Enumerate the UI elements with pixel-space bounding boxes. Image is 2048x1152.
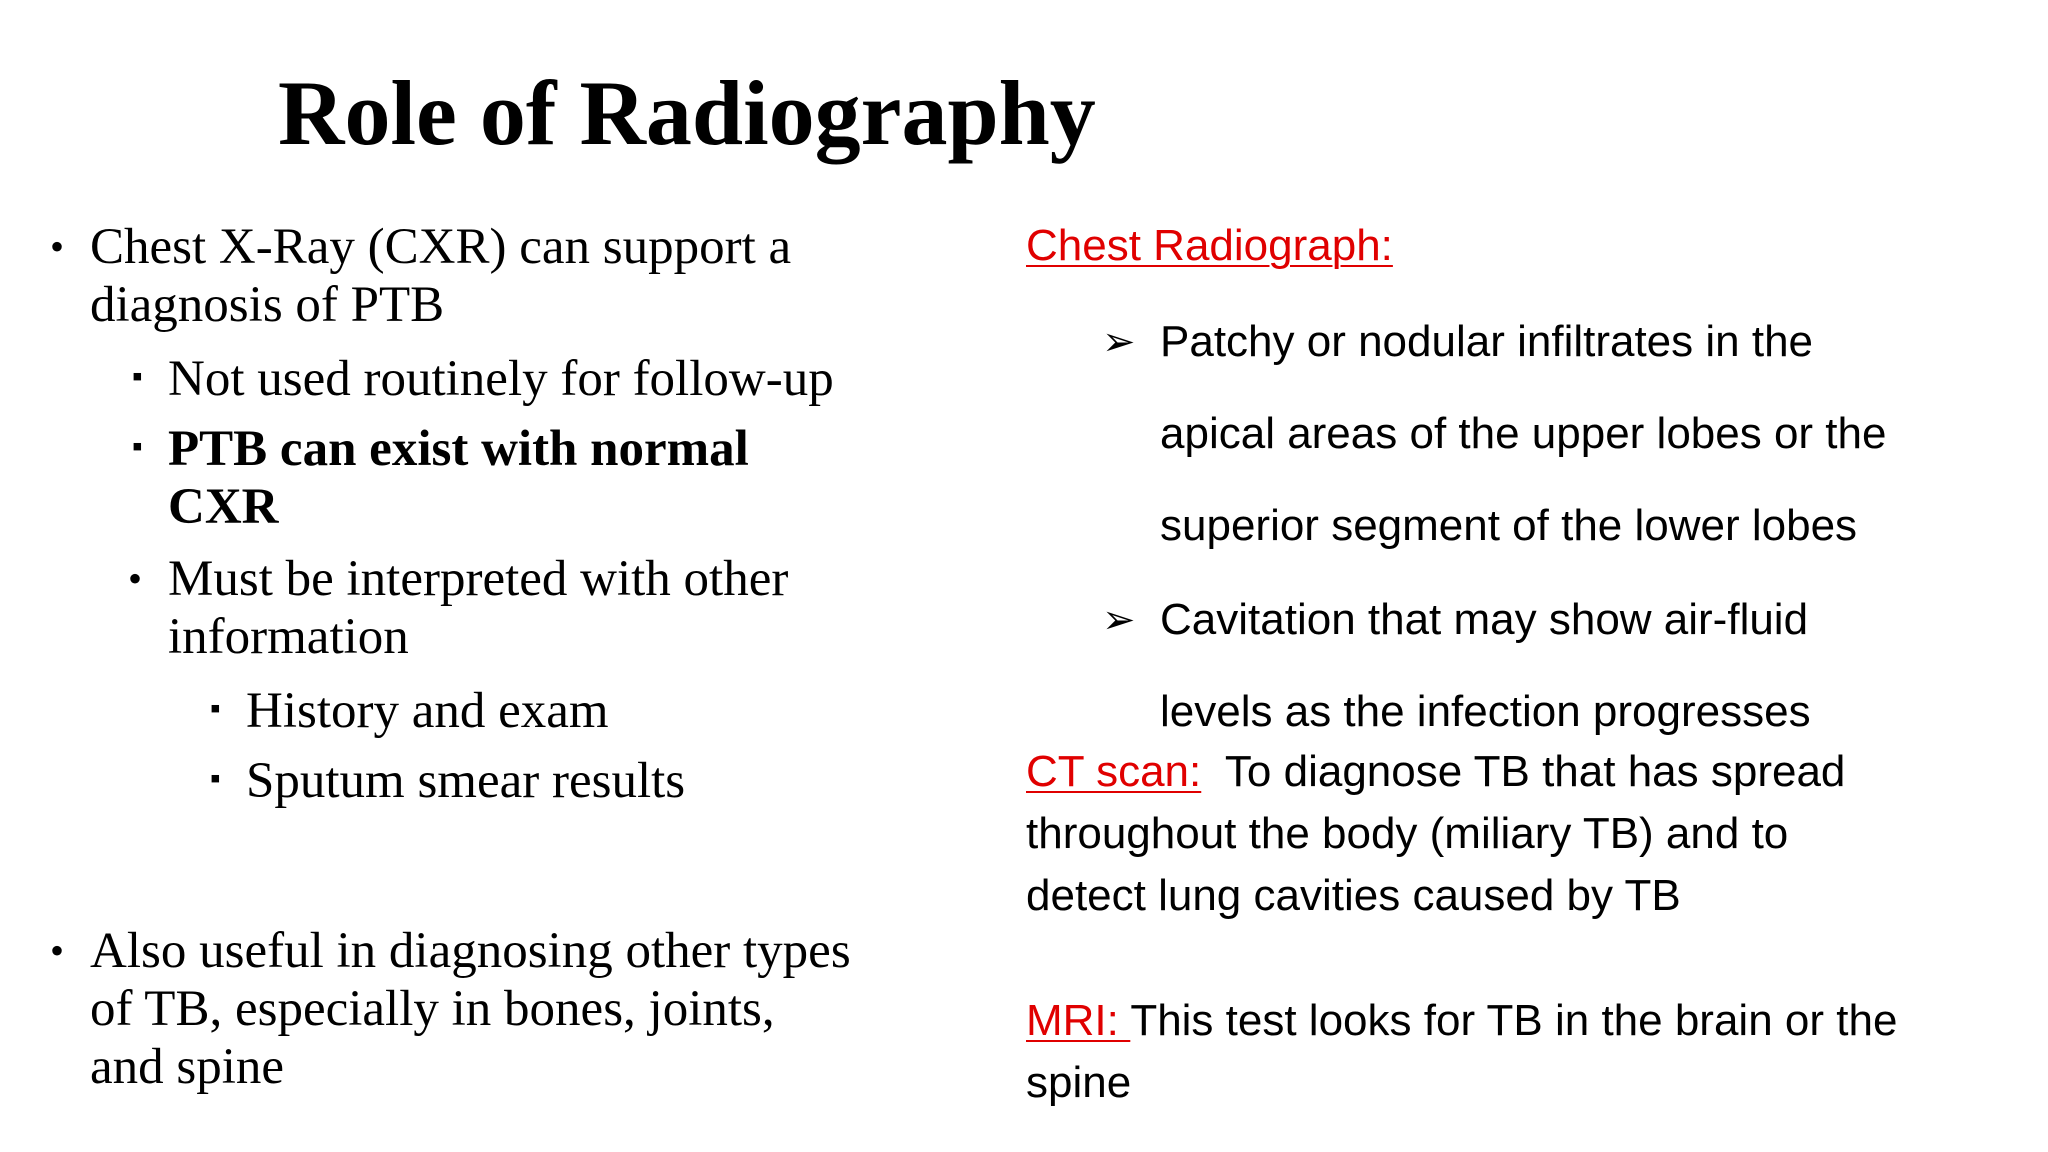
sub-bullet-interpreted [128, 550, 789, 666]
arrow-item-text-line: apical areas of the upper lobes or the [1160, 409, 1887, 458]
chest-radiograph-label: Chest Radiograph: [1026, 221, 1393, 270]
arrow-item-text-line: Patchy or nodular infiltrates in the [1160, 317, 1814, 366]
bullet-square-icon: ▪ [210, 762, 221, 795]
sub-bullet-normal-cxr [132, 420, 749, 536]
bullet-cxr-support [50, 218, 792, 334]
mri-paragraph [1026, 990, 1897, 1114]
mri-line: spine [1026, 1058, 1132, 1107]
arrow-item-infiltrates [1102, 296, 1887, 572]
ct-scan-line [1026, 741, 1845, 803]
ct-scan-paragraph [1026, 741, 1845, 927]
arrow-bullet-icon: ➢ [1102, 598, 1136, 642]
subsub-bullet-history [210, 682, 609, 740]
bullet-dot-icon: • [128, 556, 143, 601]
sub-bullet-not-routine [132, 350, 834, 408]
sub-bullet-text-line: PTB can exist with normal [168, 421, 749, 477]
sub-bullet-text: Not used routinely for follow-up [168, 351, 834, 407]
bullet-text-line: Chest X-Ray (CXR) can support a [90, 219, 792, 275]
arrow-item-cavitation [1102, 574, 1811, 758]
subsub-bullet-text: Sputum smear results [246, 753, 686, 809]
bullet-square-icon: ▪ [210, 692, 221, 725]
bullet-square-icon: ▪ [132, 360, 143, 393]
subsub-bullet-sputum [210, 752, 686, 810]
bullet-text-line: of TB, especially in bones, joints, [90, 981, 775, 1037]
chest-radiograph-heading [1026, 215, 1393, 277]
bullet-square-icon: ▪ [132, 430, 143, 463]
bullet-dot-icon: • [50, 928, 65, 973]
sub-bullet-text-line: information [168, 609, 409, 665]
slide-title: Role of Radiography [278, 62, 1096, 164]
mri-label: MRI: [1026, 996, 1131, 1045]
ct-scan-text: To diagnose TB that has spread [1201, 747, 1846, 796]
bullet-text-line: and spine [90, 1039, 285, 1095]
arrow-item-text-line: superior segment of the lower lobes [1160, 501, 1858, 550]
arrow-item-text-line: levels as the infection progresses [1160, 687, 1811, 736]
bullet-text-line: diagnosis of PTB [90, 277, 445, 333]
ct-scan-label: CT scan: [1026, 747, 1202, 796]
bullet-other-types [50, 922, 851, 1096]
ct-scan-line: detect lung cavities caused by TB [1026, 871, 1681, 920]
mri-line [1026, 990, 1897, 1052]
arrow-item-text-line: Cavitation that may show air-fluid [1160, 595, 1809, 644]
arrow-bullet-icon: ➢ [1102, 320, 1136, 364]
sub-bullet-text-line: Must be interpreted with other [168, 551, 789, 607]
bullet-dot-icon: • [50, 224, 65, 269]
ct-scan-line: throughout the body (miliary TB) and to [1026, 809, 1789, 858]
subsub-bullet-text: History and exam [246, 683, 609, 739]
sub-bullet-text-line: CXR [168, 479, 279, 535]
mri-text: This test looks for TB in the brain or the [1130, 996, 1898, 1045]
bullet-text-line: Also useful in diagnosing other types [90, 923, 851, 979]
